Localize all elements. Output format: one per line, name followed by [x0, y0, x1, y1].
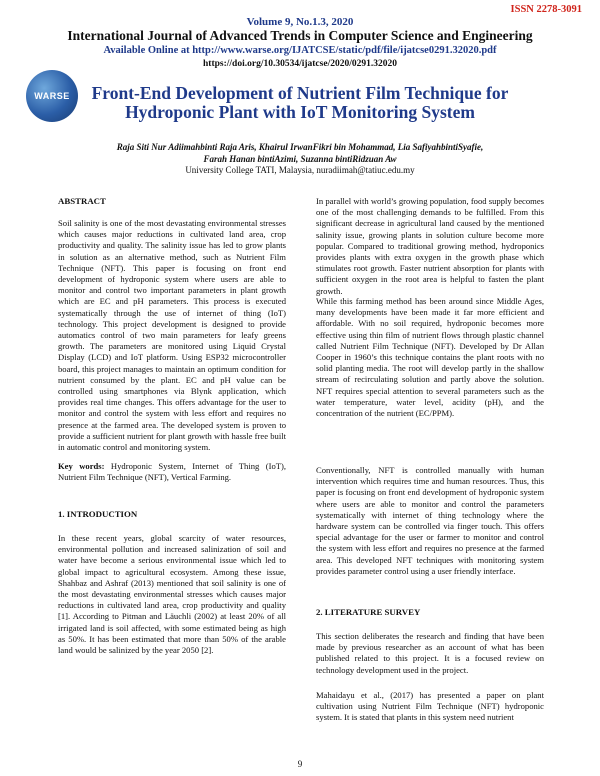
- literature-heading: [316, 607, 544, 618]
- volume-label: Volume 9, No.1.3, 2020: [246, 16, 354, 28]
- issn-label: ISSN 2278-3091: [510, 4, 582, 15]
- right-paragraph-4: This section deliberates the research and finding that have been made by previous researcher as an account of what has been published related to this project. It is a focused review on technology development used in the project.: [316, 631, 544, 675]
- intro-body: In these recent years, global scarcity of water resources, environmental pollution and increased salinization of soil and water have become a serious environmental issue which led to global impact to agricultural ecosystem. Among these issue, Shahbaz and Ashraf (2013) mentioned that soil salinity is one of the most devastating environmental stresses which causes major reductions in cultivated land area, crop productivity and quality [1]. According to Pitman and Läuchli (2002) at least 20% of all irrigated land is soil affected, with some estimated being as high as 50%. It has been estimated that more than 50% of the arable land would be salinized by the year 2050 [2].: [58, 533, 286, 656]
- abstract-heading-text: ABSTRACT: [58, 196, 106, 206]
- affiliation: University College TATI, Malaysia, nuradiimah@tatiuc.edu.my: [185, 165, 415, 175]
- right-paragraph-3: Conventionally, NFT is controlled manually with human intervention which requires time and human resources. Thus, this paper is focusing on front end development of hydroponic system where users are able to monitor and control the parameters systematically with internet of thing technology where the hardware system can be controlled via finger touch. This offers special advantage for the user or farmer to monitor and control the system with less effort and requires no presence at the farmed area. This developed NFT techniques with monitoring system provides parameter control using a user friendly interface.: [316, 465, 544, 576]
- title-line-2: Hydroponic Plant with IoT Monitoring System: [125, 102, 475, 122]
- title-line-1: Front-End Development of Nutrient Film Technique for: [91, 83, 509, 103]
- abstract-body: Soil salinity is one of the most devastating environmental stresses which causes major reductions in cultivated land area, crop productivity and quality. The salinity issue has led to grow plants in solution as an alternative method, such as Nutrient Film Technique (NFT). This paper is focusing on front end development of hydroponic system where users are able to monitor and control two important parameters in plant growth which are EC and pH parameters. This process is executed systematically through the use of internet of thing (IoT) technology. This project development is designed to provide automatics control of two main parameters for leafy greens growth. The parameters are monitored using Liquid Crystal Display (LCD) and IoT platform. Using ESP32 microcontroller board, this project manages to maintain an optimum condition for nutrient consumed by the plant. EC and pH value can be controlled using smartphones via Blynk application, which provides real time changes. This offers advantage for the user to monitor and control the system with less effort and requires no presence at the farmed area. The developed system is proven to provide a sufficient nutrient for plant growth with hassle free built in automatic control and monitoring system.: [58, 218, 286, 453]
- journal-title: International Journal of Advanced Trends in Computer Science and Engineering: [67, 28, 533, 43]
- literature-heading-text: 2. LITERATURE SURVEY: [316, 607, 421, 617]
- right-paragraph-1: In parallel with world’s growing population, food supply becomes one of the most challenging demands to be fulfilled. From this significant decrease in agricultural land caused by the mentioned salinity issue, growing plants in solution culture become more popular. Compared to traditional growing method, hydroponics provides plants with extra oxygen in the growth phase which stimulates root growth. Faster nutrient absorption for plants with sufficient oxygen in the root area is helpful to fasten the plant growth.: [316, 196, 544, 296]
- keywords: [58, 461, 286, 483]
- paper-title: [80, 84, 520, 122]
- authors-line-2: Farah Hanan bintiAzimi, Suzanna bintiRidzuan Aw: [203, 154, 397, 164]
- abstract-heading: [58, 196, 286, 207]
- right-paragraph-5: Mahaidayu et al., (2017) has presented a paper on plant cultivation using Nutrient Film Technique (NFT) hydroponic system. It is stated that plants in this system need nutrient: [316, 690, 544, 723]
- authors-line-1: Raja Siti Nur Adiimahbinti Raja Aris, Khairul IrwanFikri bin Mohammad, Lia SafiyahbintiSyafie,: [116, 142, 484, 152]
- logo-text: WARSE: [34, 91, 70, 101]
- doi-link[interactable]: https://doi.org/10.30534/ijatcse/2020/0291.32020: [203, 59, 397, 69]
- warse-logo: [26, 70, 78, 122]
- keywords-text: Hydroponic System, Internet of Thing (IoT), Nutrient Film Technique (NFT), Vertical Farming.: [58, 461, 286, 483]
- intro-heading: [58, 509, 286, 520]
- right-paragraph-2: While this farming method has been around since Middle Ages, many developments have been made it far more efficient and affordable. With no soil required, hydroponic becomes more effective using thin film of nutrient flows through plastic channel called Nutrient Film Technique (NFT). Developed by Dr Allan Cooper in 1960’s this technique contains the plant roots with no solid planting media. The root will develop partly in the shallow stream of recirculating solution and partly above the solution. NFT requires special attention to several parameters such as the water temperature, water level, acidity (pH), and the concentration of the nutrient (EC/PPM).: [316, 296, 544, 419]
- online-url[interactable]: Available Online at http://www.warse.org/IJATCSE/static/pdf/file/ijatcse0291.32020.pdf: [103, 45, 497, 56]
- authors: [40, 141, 560, 165]
- page-number: 9: [297, 759, 303, 769]
- intro-heading-text: 1. INTRODUCTION: [58, 509, 138, 519]
- keywords-label: Key words:: [58, 461, 105, 471]
